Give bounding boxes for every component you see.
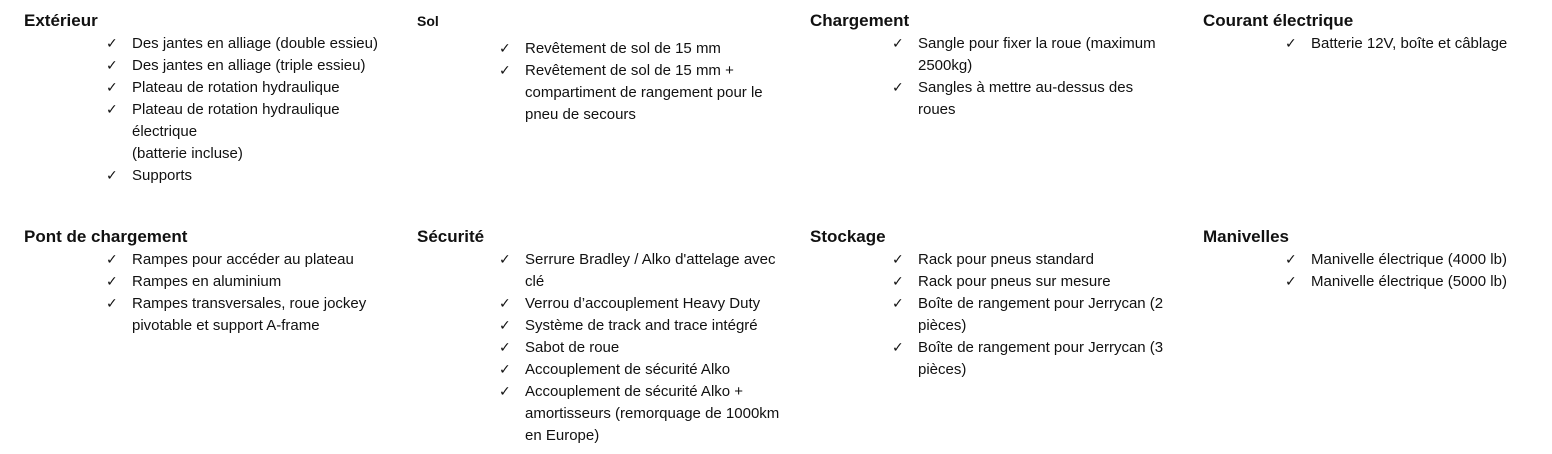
- checkmark-icon: ✓: [892, 340, 904, 356]
- checkmark-icon: ✓: [106, 252, 118, 268]
- list-item: [1203, 33, 1552, 55]
- section-manivelles: [1203, 227, 1552, 293]
- item-text: Batterie 12V, boîte et câblage: [1311, 35, 1508, 52]
- item-list: [24, 249, 394, 337]
- checkmark-icon: ✓: [106, 296, 118, 312]
- list-item: [417, 293, 815, 315]
- section-exterieur: [24, 11, 394, 187]
- list-item: [417, 249, 780, 293]
- checkmark-icon: ✓: [499, 362, 511, 378]
- list-item: [24, 33, 397, 55]
- item-text: Supports: [132, 167, 193, 184]
- list-item: [417, 337, 780, 359]
- list-item: [24, 55, 397, 77]
- section-chargement: [810, 11, 1180, 121]
- list-item: [810, 249, 1198, 271]
- item-text: Sangle pour fixer la roue (maximum 2500kg): [918, 35, 1156, 74]
- section-pont-de-chargement: [24, 227, 394, 337]
- item-list: [417, 249, 787, 447]
- item-text: Rack pour pneus standard: [918, 251, 1094, 268]
- list-item: [24, 293, 402, 337]
- item-text: Accouplement de sécurité Alko + amortisseurs (remorquage de 1000km en Europe): [525, 383, 780, 444]
- item-list: [24, 33, 394, 187]
- item-text: Des jantes en alliage (triple essieu): [132, 57, 366, 74]
- item-list: [810, 249, 1180, 381]
- checkmark-icon: ✓: [106, 274, 118, 290]
- item-text: Manivelle électrique (4000 lb): [1311, 251, 1507, 268]
- checkmark-icon: ✓: [499, 384, 511, 400]
- item-text: Rampes pour accéder au plateau: [132, 251, 354, 268]
- checkmark-icon: ✓: [106, 58, 118, 74]
- checkmark-icon: ✓: [499, 41, 511, 57]
- item-list: [1203, 33, 1552, 55]
- item-list: [1203, 249, 1552, 293]
- checkmark-icon: ✓: [499, 252, 511, 268]
- section-stockage: [810, 227, 1180, 381]
- list-item: [417, 381, 780, 447]
- list-item: [24, 165, 397, 187]
- item-text: Boîte de rangement pour Jerrycan (2 pièces): [918, 295, 1164, 334]
- item-text: Rampes transversales, roue jockey pivotable et support A-frame: [132, 295, 367, 334]
- section-sol: [417, 11, 787, 126]
- checkmark-icon: ✓: [892, 252, 904, 268]
- checkmark-icon: ✓: [1285, 36, 1297, 52]
- checkmark-icon: ✓: [106, 80, 118, 96]
- item-text: Manivelle électrique (5000 lb): [1311, 273, 1507, 290]
- item-text: Sabot de roue: [525, 339, 620, 356]
- list-item: [810, 293, 1193, 337]
- list-item: [1203, 271, 1552, 293]
- checkmark-icon: ✓: [499, 63, 511, 79]
- checkmark-icon: ✓: [892, 274, 904, 290]
- section-title: Manivelles: [1203, 227, 1289, 246]
- checkmark-icon: ✓: [1285, 252, 1297, 268]
- item-text: Accouplement de sécurité Alko: [525, 361, 731, 378]
- item-text: Serrure Bradley / Alko d'attelage avec clé: [525, 251, 776, 290]
- list-item: [24, 99, 397, 165]
- checkmark-icon: ✓: [106, 102, 118, 118]
- list-item: [417, 359, 780, 381]
- section-title: Sol: [417, 13, 439, 29]
- item-text: Plateau de rotation hydraulique: [132, 79, 340, 96]
- item-text: Rack pour pneus sur mesure: [918, 273, 1111, 290]
- section-title: Stockage: [810, 227, 886, 246]
- checkmark-icon: ✓: [499, 340, 511, 356]
- list-item: [810, 33, 1186, 77]
- checkmark-icon: ✓: [499, 296, 511, 312]
- section-securite: [417, 227, 787, 447]
- list-item: [810, 77, 1168, 121]
- checkmark-icon: ✓: [892, 296, 904, 312]
- list-item: [417, 60, 797, 126]
- checkmark-icon: ✓: [106, 168, 118, 184]
- list-item: [24, 77, 397, 99]
- list-item: [24, 271, 402, 293]
- section-courant-electrique: [1203, 11, 1552, 55]
- section-title: Sécurité: [417, 227, 485, 246]
- section-title: Pont de chargement: [24, 227, 188, 246]
- list-item: [417, 315, 815, 337]
- checkmark-icon: ✓: [892, 36, 904, 52]
- item-text: Revêtement de sol de 15 mm + compartiment de rangement pour le pneu de secours: [525, 62, 763, 123]
- checkmark-icon: ✓: [892, 80, 904, 96]
- section-title: Courant électrique: [1203, 11, 1354, 30]
- item-list: [417, 38, 787, 126]
- list-item: [810, 337, 1193, 381]
- list-item: [1203, 249, 1552, 271]
- item-list: [810, 33, 1180, 121]
- checkmark-icon: ✓: [1285, 274, 1297, 290]
- item-text: Plateau de rotation hydraulique électrique (batterie incluse): [132, 101, 340, 162]
- section-title: Chargement: [810, 11, 910, 30]
- list-item: [810, 271, 1198, 293]
- list-item: [417, 38, 797, 60]
- section-title: Extérieur: [24, 11, 98, 30]
- item-text: Rampes en aluminium: [132, 273, 282, 290]
- checkmark-icon: ✓: [499, 318, 511, 334]
- item-text: Boîte de rangement pour Jerrycan (3 pièces): [918, 339, 1164, 378]
- item-text: Système de track and trace intégré: [525, 317, 758, 334]
- item-text: Des jantes en alliage (double essieu): [132, 35, 378, 52]
- item-text: Revêtement de sol de 15 mm: [525, 40, 721, 57]
- item-text: Sangles à mettre au-dessus des roues: [918, 79, 1134, 118]
- item-text: Verrou d’accouplement Heavy Duty: [525, 295, 761, 312]
- list-item: [24, 249, 402, 271]
- checkmark-icon: ✓: [106, 36, 118, 52]
